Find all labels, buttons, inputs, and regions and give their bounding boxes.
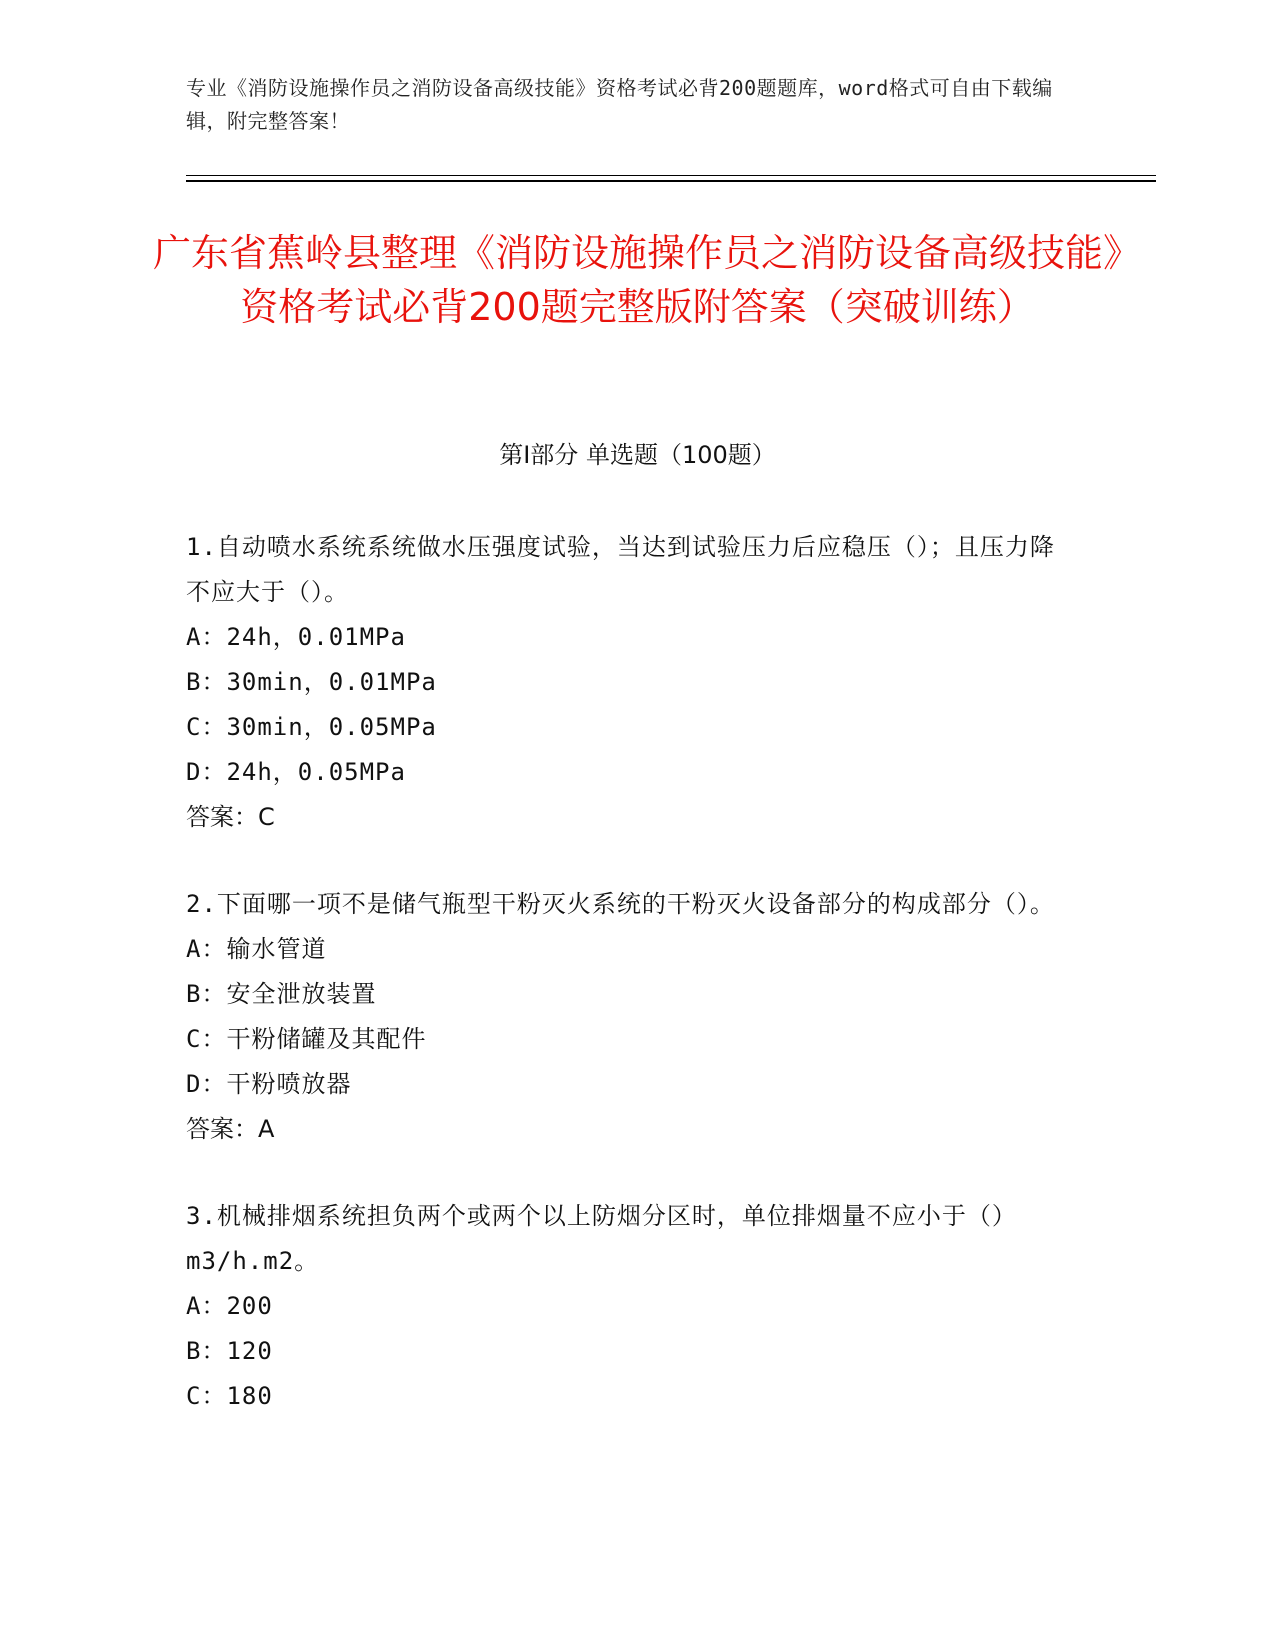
option-a: A：200 — [186, 1292, 273, 1320]
option-b: B：30min，0.01MPa — [186, 668, 437, 696]
question-stem: 3.机械排烟系统担负两个或两个以上防烟分区时，单位排烟量不应小于（）m3/h.m2。 — [186, 1202, 1017, 1275]
option-b: B：120 — [186, 1337, 273, 1365]
question-1 — [186, 525, 1066, 840]
option-a: A：输水管道 — [186, 935, 327, 963]
question-stem: 2.下面哪一项不是储气瓶型干粉灭火系统的干粉灭火设备部分的构成部分（）。 — [186, 890, 1055, 918]
option-b: B：安全泄放装置 — [186, 980, 377, 1008]
section-title: 第Ⅰ部分 单选题（100题） — [499, 441, 776, 469]
answer: 答案：A — [186, 1115, 275, 1143]
header-divider-thin — [186, 175, 1156, 176]
question-2 — [186, 882, 1066, 1152]
document-title: 广东省蕉岭县整理《消防设施操作员之消防设备高级技能》资格考试必背200题完整版附答案（突破训练） — [152, 231, 1122, 329]
option-c: C：干粉储罐及其配件 — [186, 1025, 427, 1053]
question-3 — [186, 1194, 1066, 1419]
header-note: 专业《消防设施操作员之消防设备高级技能》资格考试必背200题题库，word格式可自由下载编辑，附完整答案！ — [186, 76, 1053, 133]
question-list — [186, 525, 1066, 1461]
option-c: C：180 — [186, 1382, 273, 1410]
header-divider-thick — [186, 180, 1156, 182]
answer: 答案：C — [186, 803, 275, 831]
option-a: A：24h，0.01MPa — [186, 623, 406, 651]
option-d: D：24h，0.05MPa — [186, 758, 406, 786]
option-d: D：干粉喷放器 — [186, 1070, 352, 1098]
question-stem: 1.自动喷水系统系统做水压强度试验，当达到试验压力后应稳压（）；且压力降不应大于（）。 — [186, 533, 1055, 606]
option-c: C：30min，0.05MPa — [186, 713, 437, 741]
